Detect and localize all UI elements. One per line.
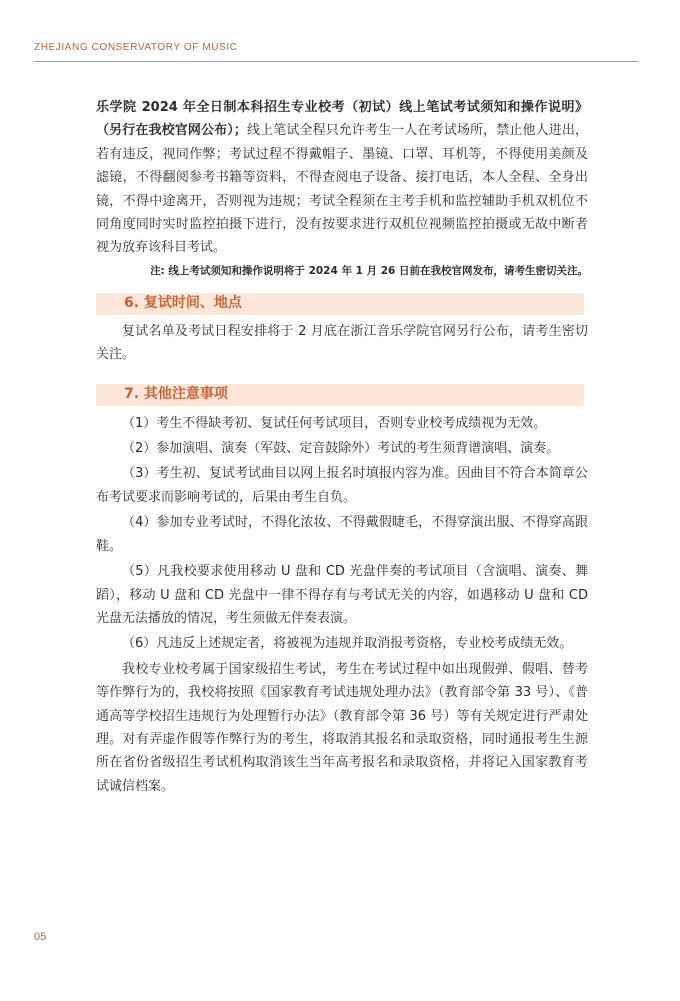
section-7-heading: 7. 其他注意事项: [96, 384, 584, 406]
lead-paragraph: [96, 96, 588, 260]
note-text: 注: 线上考试须知和操作说明将于 2024 年 1 月 26 日前在我校官网发布，请考生密切关注。: [150, 264, 588, 277]
lead-bold-text: 乐学院 2024 年全日制本科招生专业校考（初试）线上笔试考试须知和操作说明》（另行在我校官网公布）；: [96, 100, 588, 139]
section-6-body: 复试名单及考试日程安排将于 2 月底在浙江音乐学院官网另行公布，请考生密切关注。: [96, 323, 588, 363]
list-item-1: （1）考生不得缺考初、复试任何考试项目，否则专业校考成绩视为无效。: [122, 415, 547, 431]
page-number: 05: [34, 931, 47, 943]
page-content: [96, 96, 588, 798]
list-item-3: （3）考生初、复试考试曲目以网上报名时填报内容为准。因曲目不符合本简章公布考试要求而影响考试的，后果由考生自负。: [96, 466, 588, 505]
header-divider: [34, 61, 638, 62]
lead-normal-text: 线上笔试全程只允许考生一人在考试场所，禁止他人进出，若有违反，视同作弊；考试过程不得戴帽子、墨镜、口罩、耳机等，不得使用美颜及滤镜，不得翻阅参考书籍等资料，不得查阅电子设备、接打电话，本人全程、全身出镜，不得中途离开，否则视为违规；考试全程须在主考手机和监控辅助手机双机位不同角度同时实时监控拍摄下进行，没有按要求进行双机位视频监控拍摄或无故中断者视为放弃该科目考试。: [96, 123, 588, 256]
list-item-5: （5）凡我校要求使用移动 U 盘和 CD 光盘伴奏的考试项目（含演唱、演奏、舞蹈），移动 U 盘和 CD 光盘中一律不得存有与考试无关的内容，如遇移动 U 盘和 CD 光盘无法播放的情况，考生须做无伴奏表演。: [96, 564, 588, 626]
section-6-heading: 6. 复试时间、地点: [96, 293, 584, 315]
closing-paragraph: 我校专业校考属于国家级招生考试，考生在考试过程中如出现假弹、假唱、替考等作弊行为的，我校将按照《国家教育考试违规处理办法》（教育部令第 33 号）、《普通高等学校招生违规行为处理暂行办法》（教育部令第 36 号）等有关规定进行严肃处理。对有弄虚作假等作弊行为的考生，将取消其报名和录取资格，同时通报考生生源所在省份省级招生考试机构取消该生当年高考报名和录取资格，并将记入国家教育考试诚信档案。: [96, 661, 588, 794]
list-item-2: （2）参加演唱、演奏（军鼓、定音鼓除外）考试的考生须背谱演唱、演奏。: [122, 441, 560, 457]
list-item-6: （6）凡违反上述规定者，将被视为违规并取消报考资格，专业校考成绩无效。: [122, 636, 573, 652]
list-item-4: （4）参加专业考试时，不得化浓妆、不得戴假睫毛，不得穿演出服、不得穿高跟鞋。: [96, 515, 588, 554]
running-header: ZHEJIANG CONSERVATORY OF MUSIC: [34, 42, 238, 53]
